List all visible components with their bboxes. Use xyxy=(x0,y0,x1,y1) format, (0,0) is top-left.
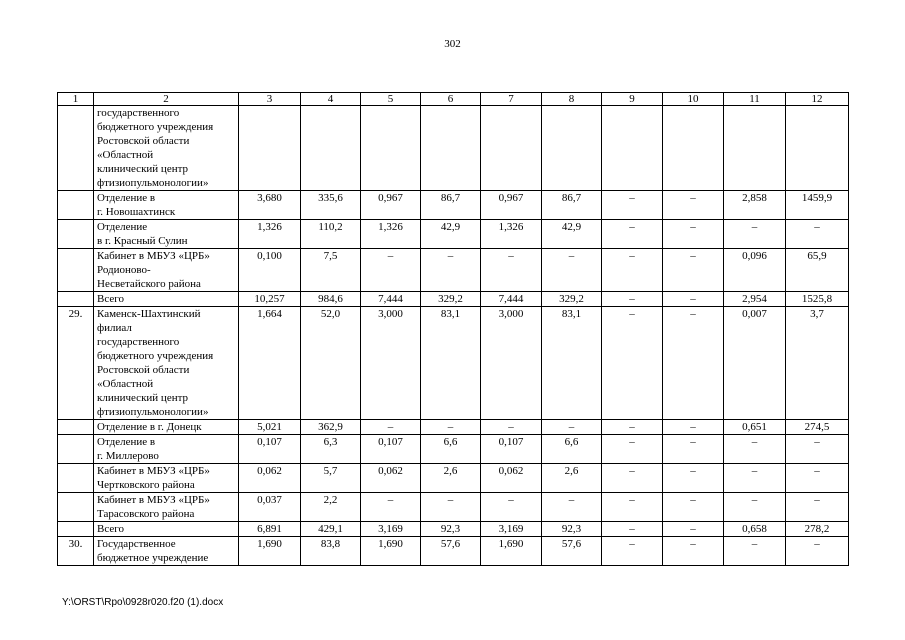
table-row xyxy=(58,493,849,522)
value-cell-col-7: 3,000 xyxy=(481,307,542,420)
value-cell-col-10: – xyxy=(663,522,724,537)
value-cell-col-9: – xyxy=(602,292,663,307)
value-cell-col-12: 3,7 xyxy=(786,307,849,420)
value-cell-col-6: 83,1 xyxy=(421,307,481,420)
name-line: Тарасовского района xyxy=(97,508,195,520)
name-line: фтизиопульмонологии» xyxy=(97,177,209,189)
value-cell-col-12 xyxy=(786,106,849,191)
institution-name-cell xyxy=(94,537,239,566)
row-number-cell xyxy=(58,493,94,522)
name-line: государственного xyxy=(97,107,180,119)
value-cell-col-11: 2,858 xyxy=(724,191,786,220)
value-cell-col-6: 42,9 xyxy=(421,220,481,249)
value-cell-col-3: 3,680 xyxy=(239,191,301,220)
value-cell-col-11 xyxy=(724,106,786,191)
value-cell-col-11: – xyxy=(724,220,786,249)
row-number-cell xyxy=(58,106,94,191)
value-cell-col-4: 6,3 xyxy=(301,435,361,464)
name-line: Ростовской области xyxy=(97,364,190,376)
column-header-9: 9 xyxy=(602,93,663,106)
institution-name-cell xyxy=(94,435,239,464)
data-table xyxy=(57,92,849,566)
value-cell-col-7 xyxy=(481,106,542,191)
value-cell-col-12: 278,2 xyxy=(786,522,849,537)
name-line: г. Новошахтинск xyxy=(97,206,176,218)
value-cell-col-5: 0,107 xyxy=(361,435,421,464)
name-line: бюджетного учреждения xyxy=(97,121,214,133)
name-line: филиал xyxy=(97,322,132,334)
institution-name-cell xyxy=(94,249,239,292)
value-cell-col-5: – xyxy=(361,420,421,435)
row-number-cell xyxy=(58,464,94,493)
row-number-cell xyxy=(58,292,94,307)
name-line: Чертковского района xyxy=(97,479,195,491)
value-cell-col-6: 2,6 xyxy=(421,464,481,493)
institution-name-cell xyxy=(94,420,239,435)
table-row xyxy=(58,292,849,307)
value-cell-col-7: 3,169 xyxy=(481,522,542,537)
table-row xyxy=(58,420,849,435)
value-cell-col-9: – xyxy=(602,522,663,537)
value-cell-col-4 xyxy=(301,106,361,191)
value-cell-col-10: – xyxy=(663,191,724,220)
value-cell-col-6: – xyxy=(421,420,481,435)
value-cell-col-8: 6,6 xyxy=(542,435,602,464)
column-header-10: 10 xyxy=(663,93,724,106)
value-cell-col-3: 1,664 xyxy=(239,307,301,420)
value-cell-col-9: – xyxy=(602,493,663,522)
table-row xyxy=(58,464,849,493)
name-line: Отделение в xyxy=(97,436,156,448)
value-cell-col-12: 274,5 xyxy=(786,420,849,435)
name-line: «Областной xyxy=(97,378,154,390)
value-cell-col-3: 0,037 xyxy=(239,493,301,522)
institution-name-cell xyxy=(94,106,239,191)
name-line: Несветайского района xyxy=(97,278,201,290)
name-line: г. Миллерово xyxy=(97,450,159,462)
column-header-5: 5 xyxy=(361,93,421,106)
column-header-1: 1 xyxy=(58,93,94,106)
institution-name-cell xyxy=(94,464,239,493)
row-number-cell xyxy=(58,249,94,292)
value-cell-col-3: 1,326 xyxy=(239,220,301,249)
institution-name-cell xyxy=(94,493,239,522)
value-cell-col-5: – xyxy=(361,493,421,522)
value-cell-col-11: – xyxy=(724,464,786,493)
name-line: Отделение в xyxy=(97,192,156,204)
value-cell-col-9: – xyxy=(602,191,663,220)
name-line: государственного xyxy=(97,336,180,348)
value-cell-col-10: – xyxy=(663,493,724,522)
column-header-6: 6 xyxy=(421,93,481,106)
value-cell-col-11: – xyxy=(724,537,786,566)
value-cell-col-7: 0,967 xyxy=(481,191,542,220)
value-cell-col-7: 1,326 xyxy=(481,220,542,249)
value-cell-col-7: – xyxy=(481,420,542,435)
value-cell-col-5: 1,690 xyxy=(361,537,421,566)
value-cell-col-10: – xyxy=(663,249,724,292)
value-cell-col-8: – xyxy=(542,493,602,522)
column-header-3: 3 xyxy=(239,93,301,106)
value-cell-col-9: – xyxy=(602,220,663,249)
institution-name-cell xyxy=(94,220,239,249)
value-cell-col-5: – xyxy=(361,249,421,292)
value-cell-col-9: – xyxy=(602,249,663,292)
value-cell-col-4: 335,6 xyxy=(301,191,361,220)
value-cell-col-11: 0,007 xyxy=(724,307,786,420)
value-cell-col-8: 86,7 xyxy=(542,191,602,220)
table-row xyxy=(58,537,849,566)
value-cell-col-12: 65,9 xyxy=(786,249,849,292)
value-cell-col-7: 1,690 xyxy=(481,537,542,566)
column-header-8: 8 xyxy=(542,93,602,106)
value-cell-col-9 xyxy=(602,106,663,191)
name-line: Всего xyxy=(97,523,124,535)
value-cell-col-9: – xyxy=(602,537,663,566)
name-line: Кабинет в МБУЗ «ЦРБ» xyxy=(97,250,210,262)
table-header-row xyxy=(58,93,849,106)
value-cell-col-12: – xyxy=(786,435,849,464)
value-cell-col-6: – xyxy=(421,493,481,522)
value-cell-col-5: 1,326 xyxy=(361,220,421,249)
table-row xyxy=(58,435,849,464)
value-cell-col-6: – xyxy=(421,249,481,292)
institution-name-cell xyxy=(94,191,239,220)
value-cell-col-5 xyxy=(361,106,421,191)
value-cell-col-10: – xyxy=(663,420,724,435)
row-number-cell: 30. xyxy=(58,537,94,566)
value-cell-col-4: 362,9 xyxy=(301,420,361,435)
value-cell-col-12: – xyxy=(786,464,849,493)
value-cell-col-10: – xyxy=(663,307,724,420)
value-cell-col-8: 92,3 xyxy=(542,522,602,537)
name-line: фтизиопульмонологии» xyxy=(97,406,209,418)
value-cell-col-12: 1525,8 xyxy=(786,292,849,307)
value-cell-col-10: – xyxy=(663,537,724,566)
value-cell-col-6: 6,6 xyxy=(421,435,481,464)
name-line: Каменск-Шахтинский xyxy=(97,308,201,320)
value-cell-col-8 xyxy=(542,106,602,191)
value-cell-col-5: 0,062 xyxy=(361,464,421,493)
value-cell-col-4: 7,5 xyxy=(301,249,361,292)
column-header-7: 7 xyxy=(481,93,542,106)
value-cell-col-8: 329,2 xyxy=(542,292,602,307)
value-cell-col-6 xyxy=(421,106,481,191)
value-cell-col-12: 1459,9 xyxy=(786,191,849,220)
name-line: Всего xyxy=(97,293,124,305)
value-cell-col-10: – xyxy=(663,435,724,464)
row-number-cell xyxy=(58,435,94,464)
value-cell-col-8: 2,6 xyxy=(542,464,602,493)
name-line: «Областной xyxy=(97,149,154,161)
value-cell-col-4: 984,6 xyxy=(301,292,361,307)
value-cell-col-3: 5,021 xyxy=(239,420,301,435)
name-line: Государственное xyxy=(97,538,176,550)
table-row xyxy=(58,307,849,420)
value-cell-col-8: 83,1 xyxy=(542,307,602,420)
value-cell-col-7: 0,107 xyxy=(481,435,542,464)
value-cell-col-8: – xyxy=(542,420,602,435)
value-cell-col-6: 57,6 xyxy=(421,537,481,566)
value-cell-col-9: – xyxy=(602,307,663,420)
value-cell-col-12: – xyxy=(786,220,849,249)
table-row xyxy=(58,522,849,537)
value-cell-col-9: – xyxy=(602,420,663,435)
name-line: бюджетное учреждение xyxy=(97,552,209,564)
row-number-cell xyxy=(58,522,94,537)
table-body xyxy=(58,93,849,566)
value-cell-col-11: 0,651 xyxy=(724,420,786,435)
value-cell-col-4: 52,0 xyxy=(301,307,361,420)
value-cell-col-10: – xyxy=(663,220,724,249)
row-number-cell xyxy=(58,220,94,249)
value-cell-col-8: – xyxy=(542,249,602,292)
value-cell-col-3: 6,891 xyxy=(239,522,301,537)
row-number-cell xyxy=(58,191,94,220)
institution-name-cell xyxy=(94,522,239,537)
column-header-12: 12 xyxy=(786,93,849,106)
value-cell-col-4: 5,7 xyxy=(301,464,361,493)
value-cell-col-3: 0,107 xyxy=(239,435,301,464)
name-line: Отделение xyxy=(97,221,148,233)
value-cell-col-7: 7,444 xyxy=(481,292,542,307)
value-cell-col-7: 0,062 xyxy=(481,464,542,493)
value-cell-col-6: 329,2 xyxy=(421,292,481,307)
institution-name-cell xyxy=(94,307,239,420)
value-cell-col-12: – xyxy=(786,537,849,566)
value-cell-col-10: – xyxy=(663,464,724,493)
value-cell-col-11: 0,096 xyxy=(724,249,786,292)
value-cell-col-7: – xyxy=(481,249,542,292)
value-cell-col-5: 7,444 xyxy=(361,292,421,307)
value-cell-col-11: 2,954 xyxy=(724,292,786,307)
value-cell-col-4: 83,8 xyxy=(301,537,361,566)
value-cell-col-4: 2,2 xyxy=(301,493,361,522)
column-header-11: 11 xyxy=(724,93,786,106)
value-cell-col-11: 0,658 xyxy=(724,522,786,537)
column-header-2: 2 xyxy=(94,93,239,106)
name-line: Отделение в г. Донецк xyxy=(97,421,202,433)
value-cell-col-8: 57,6 xyxy=(542,537,602,566)
value-cell-col-11: – xyxy=(724,435,786,464)
value-cell-col-9: – xyxy=(602,464,663,493)
value-cell-col-4: 429,1 xyxy=(301,522,361,537)
institution-name-cell xyxy=(94,292,239,307)
name-line: Кабинет в МБУЗ «ЦРБ» xyxy=(97,494,210,506)
value-cell-col-10: – xyxy=(663,292,724,307)
value-cell-col-3: 0,100 xyxy=(239,249,301,292)
value-cell-col-11: – xyxy=(724,493,786,522)
value-cell-col-10 xyxy=(663,106,724,191)
name-line: Кабинет в МБУЗ «ЦРБ» xyxy=(97,465,210,477)
name-line: в г. Красный Сулин xyxy=(97,235,188,247)
name-line: бюджетного учреждения xyxy=(97,350,214,362)
row-number-cell: 29. xyxy=(58,307,94,420)
value-cell-col-6: 92,3 xyxy=(421,522,481,537)
name-line: Родионово- xyxy=(97,264,151,276)
value-cell-col-6: 86,7 xyxy=(421,191,481,220)
value-cell-col-5: 0,967 xyxy=(361,191,421,220)
name-line: Ростовской области xyxy=(97,135,190,147)
page-number: 302 xyxy=(444,38,461,50)
table-row xyxy=(58,106,849,191)
file-path-footer: Y:\ORST\Rpo\0928r020.f20 (1).docx xyxy=(62,597,224,608)
value-cell-col-5: 3,000 xyxy=(361,307,421,420)
value-cell-col-4: 110,2 xyxy=(301,220,361,249)
table-row xyxy=(58,249,849,292)
value-cell-col-3: 10,257 xyxy=(239,292,301,307)
value-cell-col-12: – xyxy=(786,493,849,522)
table-row xyxy=(58,220,849,249)
value-cell-col-3 xyxy=(239,106,301,191)
value-cell-col-7: – xyxy=(481,493,542,522)
value-cell-col-9: – xyxy=(602,435,663,464)
name-line: клинический центр xyxy=(97,163,189,175)
column-header-4: 4 xyxy=(301,93,361,106)
row-number-cell xyxy=(58,420,94,435)
value-cell-col-8: 42,9 xyxy=(542,220,602,249)
value-cell-col-3: 1,690 xyxy=(239,537,301,566)
value-cell-col-5: 3,169 xyxy=(361,522,421,537)
table-row xyxy=(58,191,849,220)
name-line: клинический центр xyxy=(97,392,189,404)
value-cell-col-3: 0,062 xyxy=(239,464,301,493)
